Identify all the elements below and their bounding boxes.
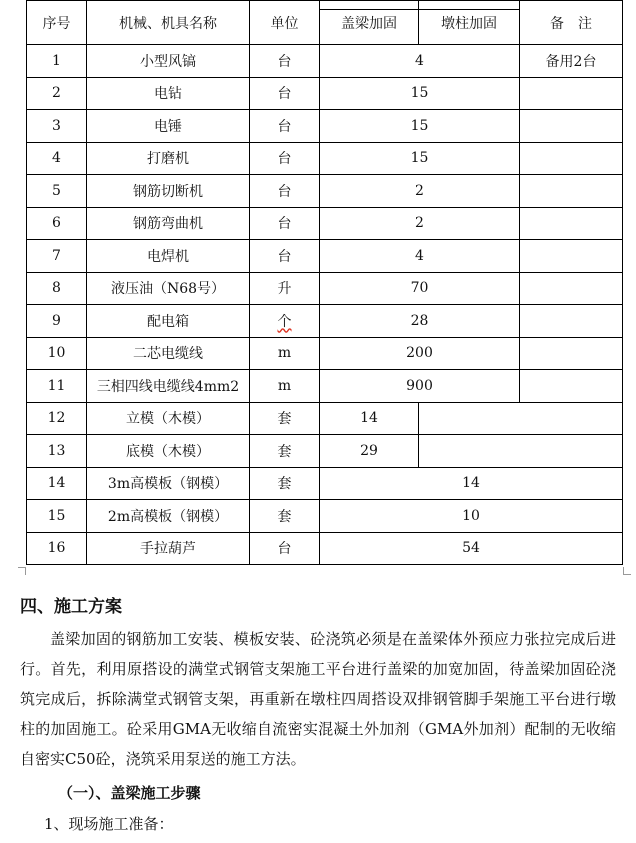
row-unit: 升 — [250, 272, 320, 305]
row-no: 12 — [27, 402, 87, 435]
subheading: （一）、盖梁施工步骤 — [58, 784, 201, 802]
row-unit — [250, 305, 320, 338]
table-row — [27, 175, 623, 208]
row-unit: 台 — [250, 175, 320, 208]
row-name: 电锤 — [87, 110, 250, 143]
row-name: 2m高模板（钢模） — [87, 500, 250, 533]
row-unit: 台 — [250, 110, 320, 143]
row-quantity: 4 — [320, 45, 520, 78]
row-quantity: 54 — [320, 532, 623, 565]
row-name: 电钻 — [87, 77, 250, 110]
row-unit: 台 — [250, 532, 320, 565]
row-column-qty — [419, 402, 623, 435]
row-no: 13 — [27, 435, 87, 468]
header-cell: 单位 — [250, 1, 320, 45]
row-no: 11 — [27, 370, 87, 403]
row-no: 6 — [27, 207, 87, 240]
row-unit: 套 — [250, 467, 320, 500]
row-unit: m — [250, 370, 320, 403]
row-column-qty — [419, 435, 623, 468]
row-no: 16 — [27, 532, 87, 565]
equipment-table — [26, 0, 623, 565]
table-row — [27, 402, 623, 435]
row-unit: 套 — [250, 402, 320, 435]
row-quantity: 2 — [320, 207, 520, 240]
row-name: 电焊机 — [87, 240, 250, 273]
row-note — [520, 110, 623, 143]
header-cell: 机械、机具名称 — [87, 1, 250, 45]
row-name: 底模（木模） — [87, 435, 250, 468]
row-no: 4 — [27, 142, 87, 175]
row-unit: 台 — [250, 142, 320, 175]
row-note — [520, 142, 623, 175]
section-title: 四、施工方案 — [20, 597, 122, 617]
row-quantity: 15 — [320, 77, 520, 110]
table-row — [27, 240, 623, 273]
row-name: 小型风镐 — [87, 45, 250, 78]
row-note — [520, 305, 623, 338]
row-quantity: 200 — [320, 337, 520, 370]
row-note — [520, 240, 623, 273]
table-row — [27, 337, 623, 370]
row-quantity: 15 — [320, 142, 520, 175]
row-quantity: 2 — [320, 175, 520, 208]
table-row — [27, 467, 623, 500]
row-no: 2 — [27, 77, 87, 110]
table-header-row — [27, 1, 623, 45]
row-name: 钢筋切断机 — [87, 175, 250, 208]
row-note — [520, 272, 623, 305]
row-quantity: 900 — [320, 370, 520, 403]
row-unit: 台 — [250, 77, 320, 110]
table-row — [27, 45, 623, 78]
row-no: 7 — [27, 240, 87, 273]
table-row — [27, 500, 623, 533]
row-quantity: 4 — [320, 240, 520, 273]
row-name: 三相四线电缆线4mm2 — [87, 370, 250, 403]
row-no: 3 — [27, 110, 87, 143]
row-name: 二芯电缆线 — [87, 337, 250, 370]
body-paragraph: 盖梁加固的钢筋加工安装、模板安装、砼浇筑必须是在盖梁体外预应力张拉完成后进行。首先，利用原搭设的满堂式钢管支架施工平台进行盖梁的加宽加固，待盖梁加固砼浇筑完成后，拆除满堂式钢管支架，再重新在墩柱四周搭设双排钢管脚手架施工平台进行墩柱的加固施工。砼采用GMA无收缩自流密实混凝土外加剂（GMA外加剂）配制的无收缩自密实C50砼，浇筑采用泵送的施工方法。 — [20, 630, 616, 768]
row-note: 备用2台 — [520, 45, 623, 78]
row-quantity: 14 — [320, 467, 623, 500]
row-quantity: 10 — [320, 500, 623, 533]
table-row — [27, 207, 623, 240]
row-note — [520, 337, 623, 370]
row-name: 3m高模板（钢模） — [87, 467, 250, 500]
row-name: 配电箱 — [87, 305, 250, 338]
row-unit: 台 — [250, 207, 320, 240]
row-no: 8 — [27, 272, 87, 305]
row-name: 液压油（N68号） — [87, 272, 250, 305]
row-name: 立模（木模） — [87, 402, 250, 435]
row-no: 10 — [27, 337, 87, 370]
row-note — [520, 175, 623, 208]
row-beam-qty: 14 — [320, 402, 419, 435]
table-row — [27, 532, 623, 565]
row-quantity: 70 — [320, 272, 520, 305]
header-cell: 墩柱加固 — [419, 1, 520, 45]
row-name: 打磨机 — [87, 142, 250, 175]
table-row — [27, 305, 623, 338]
row-name: 手拉葫芦 — [87, 532, 250, 565]
header-cell: 盖梁加固 — [320, 1, 419, 45]
row-note — [520, 207, 623, 240]
table-row — [27, 110, 623, 143]
row-no: 1 — [27, 45, 87, 78]
table-row — [27, 272, 623, 305]
row-no: 15 — [27, 500, 87, 533]
spellcheck-unit: 个 — [277, 313, 292, 330]
row-unit: 台 — [250, 45, 320, 78]
row-name: 钢筋弯曲机 — [87, 207, 250, 240]
row-beam-qty: 29 — [320, 435, 419, 468]
step-item: 1、现场施工准备： — [44, 815, 174, 833]
row-note — [520, 77, 623, 110]
row-note — [520, 370, 623, 403]
table-row — [27, 370, 623, 403]
table-row — [27, 142, 623, 175]
table-row — [27, 435, 623, 468]
header-cell: 备 注 — [520, 1, 623, 45]
row-unit: 台 — [250, 240, 320, 273]
margin-corner-mark — [623, 567, 631, 575]
margin-corner-mark — [18, 567, 26, 575]
row-unit: 套 — [250, 500, 320, 533]
table-row — [27, 77, 623, 110]
row-unit: m — [250, 337, 320, 370]
row-quantity: 28 — [320, 305, 520, 338]
row-no: 9 — [27, 305, 87, 338]
row-unit: 套 — [250, 435, 320, 468]
row-no: 14 — [27, 467, 87, 500]
header-cell: 序号 — [27, 1, 87, 45]
row-no: 5 — [27, 175, 87, 208]
row-quantity: 15 — [320, 110, 520, 143]
